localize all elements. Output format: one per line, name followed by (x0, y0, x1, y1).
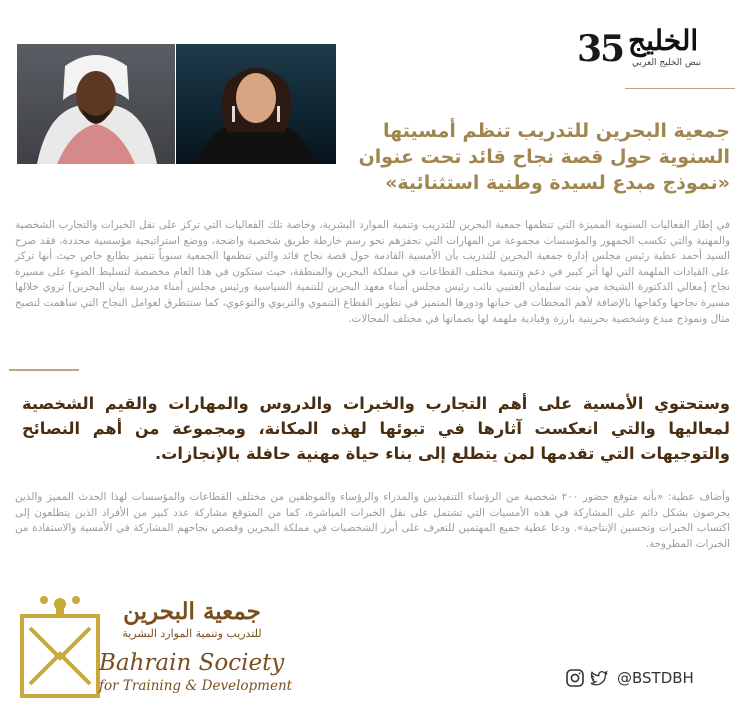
society-emblem-icon (16, 588, 104, 706)
article-paragraph-2: وأضاف عطية: «بأنه متوقع حضور ٢٠٠ شخصية من الرؤساء التنفيذيين والمدراء والرؤساء والموظفين من مختلف القطاعات والمؤسسات لهذا الحدث المميز والذين يحرصون بشكل دائم على المشاركة في هذه الأمسيات التي تشتمل على نقل الخبرات المباشرة، كما من المتوقع مشاركة عدد كبير من الأفراد الذين يتطلعون إلى اكتساب الخبرات وتحسين الإنتاجية». ودعا عطية جميع المهتمين للتعرف على أبرز الشخصيات في مملكة البحرين وقصص نجاحهم المشاركة في الأمسية والاستفادة من الخبرات المطروحة. (15, 491, 730, 550)
speaker-photo-man (17, 44, 175, 164)
society-subtitle-arabic: للتدريب وتنمية الموارد البشرية (122, 627, 262, 640)
header-divider (625, 88, 735, 89)
social-handle-block (565, 666, 694, 690)
logo-anniversary-number: 35 (577, 28, 624, 70)
society-name-arabic: جمعية البحرين (123, 598, 261, 625)
society-name-english: Bahrain Society (99, 650, 285, 676)
woman-portrait-illustration (176, 44, 336, 164)
speaker-photo-woman (176, 44, 336, 164)
article-paragraph-1: في إطار الفعاليات السنوية المميزة التي تنظمها جمعية البحرين للتدريب وتنمية الموارد البشرية، وخاصة تلك الفعاليات التي تركز على نقل الخبرات والتجارب الشخصية والمهنية والتي تكسب الجمهور والمؤسسات مجموعة من المهارات التي تحفزهم نحو رسم خارطة طريق شخصية واضحة، ووضع استراتيجية مؤسسية محددة، فقد صرح السيد أحمد عطية رئيس مجلس إدارة جمعية البحرين للتدريب بأن الأمسية القادمة حول قصة نجاح قائد والتي تنظمها الجمعية سنوياً تتميز بطابع خاص حيث أنها تركز على القيادات الملهمة التي لها أثر كبير في دعم وتنمية مختلف القطاعات في مملكة البحرين والمنطقة، حيث ستكون في هذا العام مخصصة لتسليط الضوء على مسيرة نجاح [معالي الدكتورة الشيخة مي بنت سليمان العتيبي نائب رئيس مجلس أمناء معهد البحرين للتنمية السياسية ورئيس مجلس أمناء مدرسة بيان البحرين] تروي خلالها مسيرة نجاحها وكفاحها بالإضافة لأهم المحطات في حياتها ودورها المتميز في تطوير القطاع التنموي والتربوي والتوعوي، كما ستتطرق لعوامل النجاح التي ساهمت لتصبح مثال ونموذج مبدع وشخصية بحرينية بارزة وقيادية ملهمة لها بصماتها في مختلف المجالات. (15, 219, 730, 325)
quote-divider (9, 369, 79, 371)
man-portrait-illustration (17, 44, 175, 164)
newspaper-logo-name: الخليج (628, 24, 699, 57)
article-headline: جمعية البحرين للتدريب تنظم أمسيتها السنوية حول قصة نجاح قائد تحت عنوان «نموذج مبدع لسيدة وطنية استثنائية» (358, 120, 730, 194)
social-handle[interactable]: @BSTDBH (617, 669, 694, 687)
twitter-icon[interactable] (589, 668, 609, 688)
society-subtitle-english: for Training & Development (99, 678, 293, 694)
instagram-icon[interactable] (565, 668, 585, 688)
article-pull-quote: وستحتوي الأمسية على أهم التجارب والخبرات والدروس والمهارات والقيم الشخصية لمعاليها والتي انعكست آثارها في تبوئها لهذه المكانة، ومجموعة من أهم النصائح والتوجيهات التي تقدمها لمن يتطلع إلى بناء حياة مهنية حافلة بالإنجازات. (22, 394, 730, 463)
newspaper-logo-tagline: نبض الخليج العربي (632, 58, 702, 68)
